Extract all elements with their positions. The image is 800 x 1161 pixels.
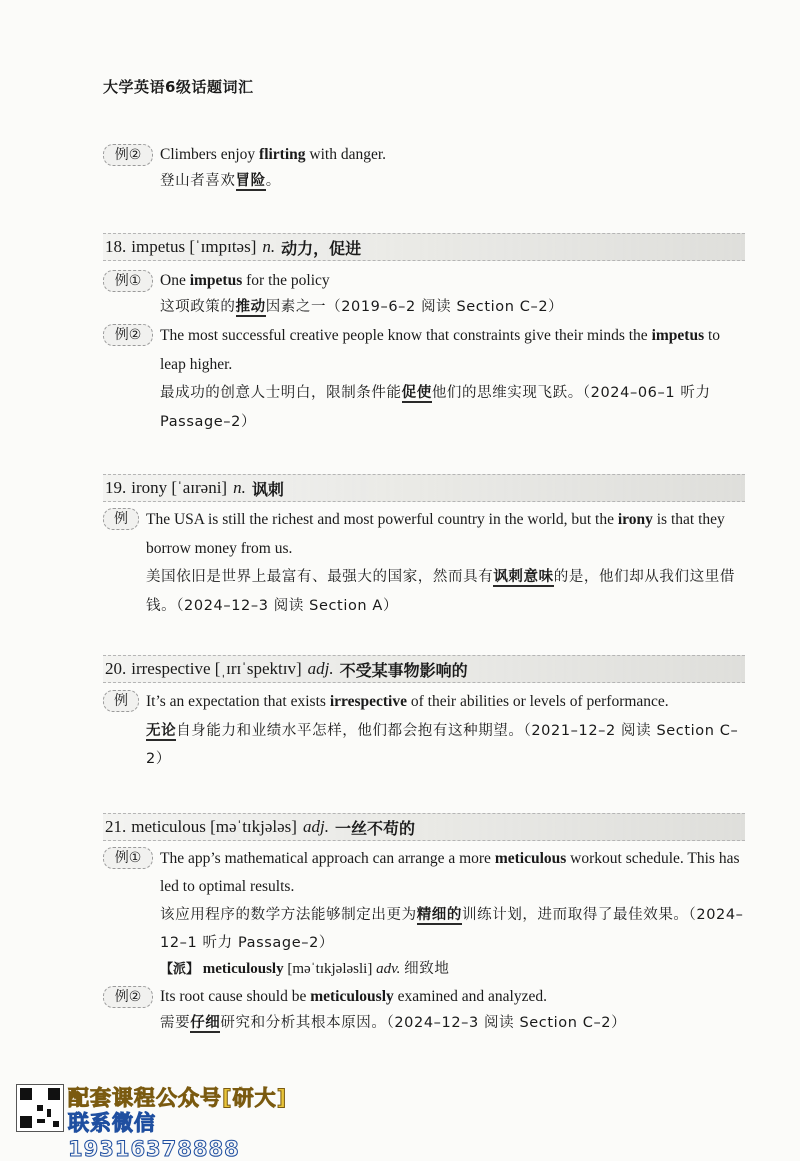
example-row xyxy=(103,142,748,194)
example-row xyxy=(103,688,748,774)
example-row xyxy=(103,506,748,620)
headword: irrespective xyxy=(131,659,211,678)
page-header-title: 大学英语6级话题词汇 xyxy=(103,78,254,96)
example-english: The most successful creative people know that constraints give their minds the impetus to leap higher. xyxy=(160,327,721,373)
headword: irony xyxy=(131,478,168,497)
example-english: The USA is still the richest and most powerful country in the world, but the irony is that they borrow money from us. xyxy=(146,511,725,557)
example-tag: 例② xyxy=(103,324,153,346)
entry-heading-impetus: 18. impetus [ˈɪmpɪtəs] n. 动力，促进 xyxy=(103,233,745,261)
example-row xyxy=(103,268,748,320)
example-english: Its root cause should be meticulously examined and analyzed. xyxy=(160,988,547,1005)
example-tag: 例① xyxy=(103,847,153,869)
example-chinese: 无论自身能力和业绩水平怎样，他们都会抱有这种期望。（2021–12–2 阅读 Section C–2） xyxy=(146,722,739,767)
promo-line-1: 配套课程公众号[研大] xyxy=(68,1086,288,1110)
example-chinese: 需要仔细研究和分析其根本原因。（2024–12–3 阅读 Section C–2） xyxy=(160,1015,627,1031)
definition: 动力，促进 xyxy=(281,238,362,258)
example-english: One impetus for the policy xyxy=(160,272,330,289)
derivative-line: 【派】 meticulously [məˈtɪkjələsli] adv. 细致地 xyxy=(160,961,450,977)
example-chinese: 最成功的创意人士明白，限制条件能促使他们的思维实现飞跃。（2024–06–1 听力 Passage–2） xyxy=(160,385,711,430)
example-tag: 例② xyxy=(103,144,153,166)
definition: 讽刺 xyxy=(251,479,284,499)
definition: 不受某事物影响的 xyxy=(339,660,468,680)
example-tag: 例① xyxy=(103,270,153,292)
entry-heading-meticulous: 21. meticulous [məˈtɪkjələs] adj. 一丝不苟的 xyxy=(103,813,745,841)
phonetic: [ˈaɪrəni] xyxy=(171,478,228,497)
promo-line-2: 联系微信19316378888 xyxy=(68,1111,240,1161)
example-row xyxy=(103,984,748,1036)
definition: 一丝不苟的 xyxy=(334,818,415,838)
example-chinese: 该应用程序的数学方法能够制定出更为精细的训练计划，进而取得了最佳效果。（2024–12–1 听力 Passage–2） xyxy=(160,907,744,951)
example-tag: 例② xyxy=(103,986,153,1008)
example-tag: 例 xyxy=(103,508,139,530)
example-row xyxy=(103,845,748,957)
qr-code-icon xyxy=(16,1084,64,1132)
entry-heading-irrespective: 20. irrespective [ˌɪrɪˈspektɪv] adj. 不受某事物影响的 xyxy=(103,655,745,683)
example-english: It’s an expectation that exists irrespective of their abilities or levels of performance. xyxy=(146,693,669,710)
headword: impetus xyxy=(131,237,186,256)
example-tag: 例 xyxy=(103,690,139,712)
phonetic: [ˌɪrɪˈspektɪv] xyxy=(214,659,302,678)
footer-watermark xyxy=(16,1084,316,1161)
example-chinese: 登山者喜欢冒险。 xyxy=(160,173,281,189)
headword: meticulous xyxy=(131,817,206,836)
example-row xyxy=(103,322,748,436)
example-english: The app’s mathematical approach can arrange a more meticulous workout schedule. This has led to optimal results. xyxy=(160,850,740,895)
example-chinese: 美国依旧是世界上最富有、最强大的国家，然而具有讽刺意味的是，他们却从我们这里借钱。（2024–12–3 阅读 Section A） xyxy=(146,569,735,614)
phonetic: [ˈɪmpɪtəs] xyxy=(189,237,257,256)
example-english: Climbers enjoy flirting with danger. xyxy=(160,146,387,163)
entry-heading-irony: 19. irony [ˈaɪrəni] n. 讽刺 xyxy=(103,474,745,502)
phonetic: [məˈtɪkjələs] xyxy=(210,817,297,836)
example-chinese: 这项政策的推动因素之一（2019–6–2 阅读 Section C–2） xyxy=(160,299,564,315)
